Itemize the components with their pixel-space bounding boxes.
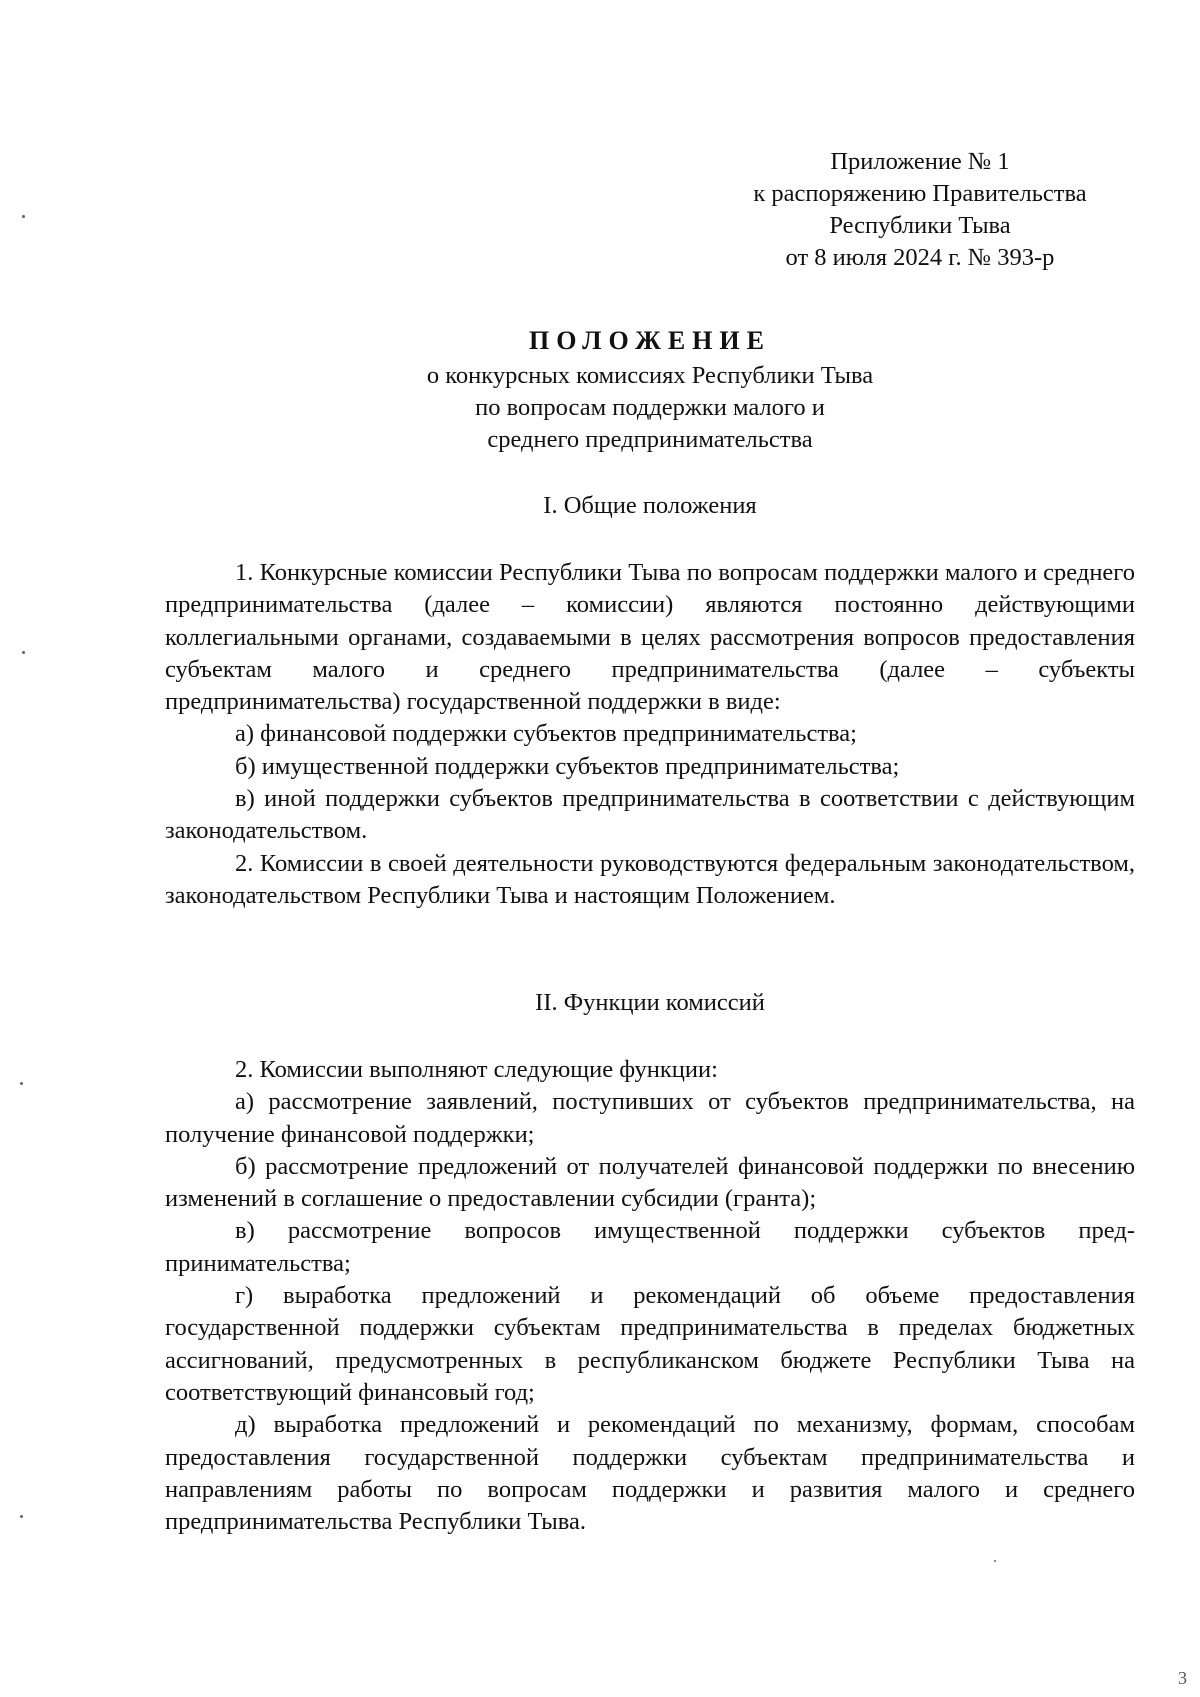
subtitle-line: среднего предпринимательства bbox=[487, 426, 813, 453]
paragraph: а) финансовой поддержки субъектов предпринимательства; bbox=[235, 720, 857, 748]
section-body-general bbox=[165, 557, 1135, 912]
subtitle-line: по вопросам поддержки малого и bbox=[475, 394, 825, 421]
paragraph: 1. Конкурсные комиссии Республики Тыва по вопросам поддержки малого и среднего предпринимательства (далее – комиссии) являются постоянно действующими коллегиальными органами, создаваемыми в целях рассмотрения вопросов предоставления субъектам малого и среднего предпринимательства (далее – субъекты предпринимательства) государственной поддержки в виде: bbox=[165, 559, 1135, 716]
scan-speck bbox=[22, 651, 25, 654]
paragraph: д) выработка предложений и рекомендаций по механизму, формам, способам предоставления государственной поддержки субъектам предпринимательства и направлениям работы по вопросам поддержки и развития малого и среднего предпринимательства Республики Тыва. bbox=[165, 1411, 1135, 1536]
paragraph: б) рассмотрение предложений от получателей финансовой поддержки по внесению изменений в соглашение о предоставлении субсидии (гранта); bbox=[165, 1152, 1135, 1213]
section-body-functions bbox=[165, 1054, 1135, 1538]
document-title: ПОЛОЖЕНИЕ bbox=[529, 326, 771, 355]
paragraph: 2. Комиссии в своей деятельности руководствуются федеральным законодательством, законодательством Республики Тыва и настоящим Положением. bbox=[165, 849, 1135, 909]
section-heading-general: I. Общие положения bbox=[543, 492, 757, 519]
appendix-line: от 8 июля 2024 г. № 393-р bbox=[785, 244, 1055, 271]
scan-speck bbox=[20, 1082, 23, 1085]
appendix-line: Республики Тыва bbox=[829, 212, 1011, 239]
paragraph: б) имущественной поддержки субъектов предпринимательства; bbox=[235, 752, 900, 780]
page-number: 3 bbox=[1178, 1668, 1187, 1688]
section-heading-functions: II. Функции комиссий bbox=[535, 989, 765, 1016]
paragraph: 2. Комиссии выполняют следующие функции: bbox=[235, 1056, 718, 1083]
appendix-line: Приложение № 1 bbox=[830, 148, 1010, 175]
document-subtitle bbox=[300, 360, 1000, 456]
scan-speck bbox=[994, 1560, 996, 1562]
appendix-header bbox=[700, 146, 1140, 274]
subtitle-line: о конкурсных комиссиях Республики Тыва bbox=[426, 362, 874, 389]
paragraph: в) иной поддержки субъектов предпринимательства в соответствии с действующим законодательством. bbox=[165, 785, 1135, 845]
paragraph: в) рассмотрение вопросов имущественной поддержки субъектов предпринимательства; bbox=[165, 1217, 1135, 1277]
appendix-line: к распоряжению Правительства bbox=[753, 180, 1087, 207]
scan-speck bbox=[22, 215, 25, 218]
paragraph: а) рассмотрение заявлений, поступивших от субъектов предпринимательства, на получение финансовой поддержки; bbox=[165, 1088, 1135, 1148]
paragraph: г) выработка предложений и рекомендаций об объеме предоставления государственной поддержки субъектам предпринимательства в пределах бюджетных ассигнований, предусмотренных в республиканском бюджете Республики Тыва на соответствующий финансовый год; bbox=[165, 1282, 1135, 1406]
scan-speck bbox=[20, 1515, 23, 1518]
